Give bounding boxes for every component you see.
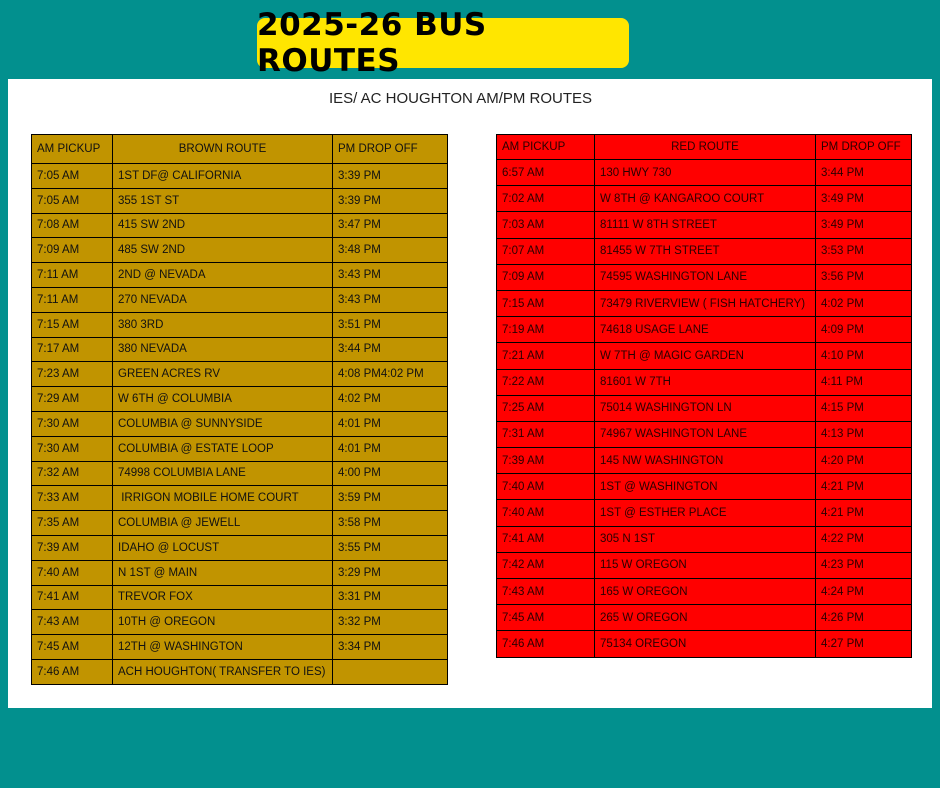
am-pickup-cell: 7:03 AM <box>497 212 595 238</box>
stop-location-cell: IDAHO @ LOCUST <box>113 535 333 560</box>
stop-location-cell: 130 HWY 730 <box>595 160 816 186</box>
table-row <box>497 212 912 238</box>
table-row <box>497 448 912 474</box>
pm-dropoff-cell: 3:47 PM <box>333 213 448 238</box>
am-pickup-cell: 7:40 AM <box>32 560 113 585</box>
pm-dropoff-cell: 4:02 PM <box>333 387 448 412</box>
stop-location-cell: COLUMBIA @ SUNNYSIDE <box>113 411 333 436</box>
am-pickup-cell: 7:43 AM <box>497 579 595 605</box>
pm-dropoff-cell: 3:29 PM <box>333 560 448 585</box>
stop-location-cell: TREVOR FOX <box>113 585 333 610</box>
pm-dropoff-cell: 4:27 PM <box>816 631 912 657</box>
am-pickup-cell: 7:30 AM <box>32 411 113 436</box>
am-pickup-cell: 7:05 AM <box>32 188 113 213</box>
pm-dropoff-cell: 4:02 PM <box>816 290 912 316</box>
table-row <box>497 186 912 212</box>
page-title: 2025-26 BUS ROUTES <box>257 7 487 79</box>
pm-dropoff-cell: 3:43 PM <box>333 287 448 312</box>
table-row <box>32 461 448 486</box>
table-row <box>32 263 448 288</box>
table-row <box>32 635 448 660</box>
stop-location-cell: 74967 WASHINGTON LANE <box>595 421 816 447</box>
table-row <box>32 164 448 189</box>
am-pickup-cell: 7:11 AM <box>32 287 113 312</box>
am-pickup-cell: 7:41 AM <box>497 526 595 552</box>
table-row <box>32 213 448 238</box>
stop-location-cell: 1ST DF@ CALIFORNIA <box>113 164 333 189</box>
stop-location-cell: 355 1ST ST <box>113 188 333 213</box>
column-header: PM DROP OFF <box>816 135 912 160</box>
pm-dropoff-cell: 4:08 PM4:02 PM <box>333 362 448 387</box>
pm-dropoff-cell: 4:26 PM <box>816 605 912 631</box>
am-pickup-cell: 7:40 AM <box>497 474 595 500</box>
pm-dropoff-cell: 4:01 PM <box>333 436 448 461</box>
stop-location-cell: 485 SW 2ND <box>113 238 333 263</box>
am-pickup-cell: 7:09 AM <box>497 264 595 290</box>
table-row <box>32 511 448 536</box>
pm-dropoff-cell: 3:39 PM <box>333 188 448 213</box>
stop-location-cell: N 1ST @ MAIN <box>113 560 333 585</box>
pm-dropoff-cell: 4:11 PM <box>816 369 912 395</box>
am-pickup-cell: 7:33 AM <box>32 486 113 511</box>
table-row <box>497 395 912 421</box>
pm-dropoff-cell <box>333 659 448 684</box>
stop-location-cell: 75134 OREGON <box>595 631 816 657</box>
am-pickup-cell: 7:07 AM <box>497 238 595 264</box>
pm-dropoff-cell: 4:01 PM <box>333 411 448 436</box>
column-header: AM PICKUP <box>32 135 113 164</box>
column-header: PM DROP OFF <box>333 135 448 164</box>
pm-dropoff-cell: 3:55 PM <box>333 535 448 560</box>
stop-location-cell: 115 W OREGON <box>595 552 816 578</box>
stop-location-cell: W 7TH @ MAGIC GARDEN <box>595 343 816 369</box>
stop-location-cell: 73479 RIVERVIEW ( FISH HATCHERY) <box>595 290 816 316</box>
am-pickup-cell: 7:43 AM <box>32 610 113 635</box>
pm-dropoff-cell: 3:49 PM <box>816 186 912 212</box>
pm-dropoff-cell: 4:00 PM <box>333 461 448 486</box>
pm-dropoff-cell: 3:59 PM <box>333 486 448 511</box>
am-pickup-cell: 7:19 AM <box>497 317 595 343</box>
table-row <box>497 474 912 500</box>
table-row <box>32 436 448 461</box>
pm-dropoff-cell: 4:15 PM <box>816 395 912 421</box>
pm-dropoff-cell: 4:22 PM <box>816 526 912 552</box>
table-row <box>497 343 912 369</box>
stop-location-cell: 1ST @ ESTHER PLACE <box>595 500 816 526</box>
am-pickup-cell: 7:17 AM <box>32 337 113 362</box>
table-row <box>497 317 912 343</box>
pm-dropoff-cell: 3:31 PM <box>333 585 448 610</box>
pm-dropoff-cell: 4:20 PM <box>816 448 912 474</box>
stop-location-cell: 380 NEVADA <box>113 337 333 362</box>
schedule-subtitle: IES/ AC HOUGHTON AM/PM ROUTES <box>328 90 593 107</box>
am-pickup-cell: 7:39 AM <box>497 448 595 474</box>
table-row <box>497 290 912 316</box>
pm-dropoff-cell: 3:51 PM <box>333 312 448 337</box>
page-title-banner <box>257 7 629 79</box>
stop-location-cell: W 8TH @ KANGAROO COURT <box>595 186 816 212</box>
stop-location-cell: 145 NW WASHINGTON <box>595 448 816 474</box>
stop-location-cell: 270 NEVADA <box>113 287 333 312</box>
am-pickup-cell: 7:15 AM <box>497 290 595 316</box>
table-row <box>497 526 912 552</box>
am-pickup-cell: 7:11 AM <box>32 263 113 288</box>
pm-dropoff-cell: 4:21 PM <box>816 474 912 500</box>
pm-dropoff-cell: 3:34 PM <box>333 635 448 660</box>
am-pickup-cell: 7:45 AM <box>32 635 113 660</box>
table-row <box>32 659 448 684</box>
pm-dropoff-cell: 4:13 PM <box>816 421 912 447</box>
am-pickup-cell: 6:57 AM <box>497 160 595 186</box>
table-row <box>32 337 448 362</box>
am-pickup-cell: 7:22 AM <box>497 369 595 395</box>
am-pickup-cell: 7:05 AM <box>32 164 113 189</box>
am-pickup-cell: 7:46 AM <box>497 631 595 657</box>
am-pickup-cell: 7:02 AM <box>497 186 595 212</box>
am-pickup-cell: 7:23 AM <box>32 362 113 387</box>
am-pickup-cell: 7:35 AM <box>32 511 113 536</box>
stop-location-cell: W 6TH @ COLUMBIA <box>113 387 333 412</box>
pm-dropoff-cell: 3:48 PM <box>333 238 448 263</box>
table-row <box>32 188 448 213</box>
am-pickup-cell: 7:29 AM <box>32 387 113 412</box>
am-pickup-cell: 7:46 AM <box>32 659 113 684</box>
table-row <box>32 560 448 585</box>
stop-location-cell: 305 N 1ST <box>595 526 816 552</box>
table-row <box>497 579 912 605</box>
am-pickup-cell: 7:25 AM <box>497 395 595 421</box>
pm-dropoff-cell: 3:43 PM <box>333 263 448 288</box>
pm-dropoff-cell: 4:21 PM <box>816 500 912 526</box>
stop-location-cell: 75014 WASHINGTON LN <box>595 395 816 421</box>
table-row <box>497 421 912 447</box>
am-pickup-cell: 7:09 AM <box>32 238 113 263</box>
am-pickup-cell: 7:21 AM <box>497 343 595 369</box>
table-row <box>32 610 448 635</box>
am-pickup-cell: 7:42 AM <box>497 552 595 578</box>
stop-location-cell: 81455 W 7TH STREET <box>595 238 816 264</box>
stop-location-cell: 12TH @ WASHINGTON <box>113 635 333 660</box>
table-row <box>32 362 448 387</box>
stop-location-cell: 10TH @ OREGON <box>113 610 333 635</box>
stop-location-cell: 74618 USAGE LANE <box>595 317 816 343</box>
red-route-table <box>496 134 912 658</box>
table-row <box>497 369 912 395</box>
stop-location-cell: COLUMBIA @ ESTATE LOOP <box>113 436 333 461</box>
table-row <box>32 486 448 511</box>
stop-location-cell: 415 SW 2ND <box>113 213 333 238</box>
column-header: RED ROUTE <box>595 135 816 160</box>
table-row <box>497 605 912 631</box>
stop-location-cell: ACH HOUGHTON( TRANSFER TO IES) <box>113 659 333 684</box>
pm-dropoff-cell: 4:24 PM <box>816 579 912 605</box>
table-row <box>497 160 912 186</box>
stop-location-cell: 165 W OREGON <box>595 579 816 605</box>
stop-location-cell: IRRIGON MOBILE HOME COURT <box>113 486 333 511</box>
am-pickup-cell: 7:40 AM <box>497 500 595 526</box>
pm-dropoff-cell: 3:44 PM <box>333 337 448 362</box>
table-row <box>497 264 912 290</box>
table-row <box>497 500 912 526</box>
stop-location-cell: 81111 W 8TH STREET <box>595 212 816 238</box>
am-pickup-cell: 7:30 AM <box>32 436 113 461</box>
pm-dropoff-cell: 3:32 PM <box>333 610 448 635</box>
pm-dropoff-cell: 3:56 PM <box>816 264 912 290</box>
table-row <box>32 535 448 560</box>
table-row <box>32 411 448 436</box>
stop-location-cell: 81601 W 7TH <box>595 369 816 395</box>
am-pickup-cell: 7:08 AM <box>32 213 113 238</box>
stop-location-cell: 74998 COLUMBIA LANE <box>113 461 333 486</box>
schedule-sheet <box>8 79 932 708</box>
am-pickup-cell: 7:45 AM <box>497 605 595 631</box>
stop-location-cell: GREEN ACRES RV <box>113 362 333 387</box>
stop-location-cell: COLUMBIA @ JEWELL <box>113 511 333 536</box>
stop-location-cell: 1ST @ WASHINGTON <box>595 474 816 500</box>
pm-dropoff-cell: 3:58 PM <box>333 511 448 536</box>
table-row <box>497 552 912 578</box>
pm-dropoff-cell: 3:53 PM <box>816 238 912 264</box>
stop-location-cell: 380 3RD <box>113 312 333 337</box>
table-row <box>32 312 448 337</box>
am-pickup-cell: 7:39 AM <box>32 535 113 560</box>
pm-dropoff-cell: 3:39 PM <box>333 164 448 189</box>
am-pickup-cell: 7:15 AM <box>32 312 113 337</box>
table-row <box>32 238 448 263</box>
am-pickup-cell: 7:32 AM <box>32 461 113 486</box>
table-header-row <box>32 135 448 164</box>
table-row <box>497 631 912 657</box>
pm-dropoff-cell: 4:23 PM <box>816 552 912 578</box>
brown-route-table <box>31 134 448 685</box>
pm-dropoff-cell: 4:10 PM <box>816 343 912 369</box>
table-row <box>32 387 448 412</box>
am-pickup-cell: 7:31 AM <box>497 421 595 447</box>
pm-dropoff-cell: 3:49 PM <box>816 212 912 238</box>
pm-dropoff-cell: 4:09 PM <box>816 317 912 343</box>
table-row <box>32 585 448 610</box>
pm-dropoff-cell: 3:44 PM <box>816 160 912 186</box>
stop-location-cell: 2ND @ NEVADA <box>113 263 333 288</box>
am-pickup-cell: 7:41 AM <box>32 585 113 610</box>
table-row <box>497 238 912 264</box>
column-header: BROWN ROUTE <box>113 135 333 164</box>
stop-location-cell: 74595 WASHINGTON LANE <box>595 264 816 290</box>
table-row <box>32 287 448 312</box>
table-header-row <box>497 135 912 160</box>
stop-location-cell: 265 W OREGON <box>595 605 816 631</box>
column-header: AM PICKUP <box>497 135 595 160</box>
